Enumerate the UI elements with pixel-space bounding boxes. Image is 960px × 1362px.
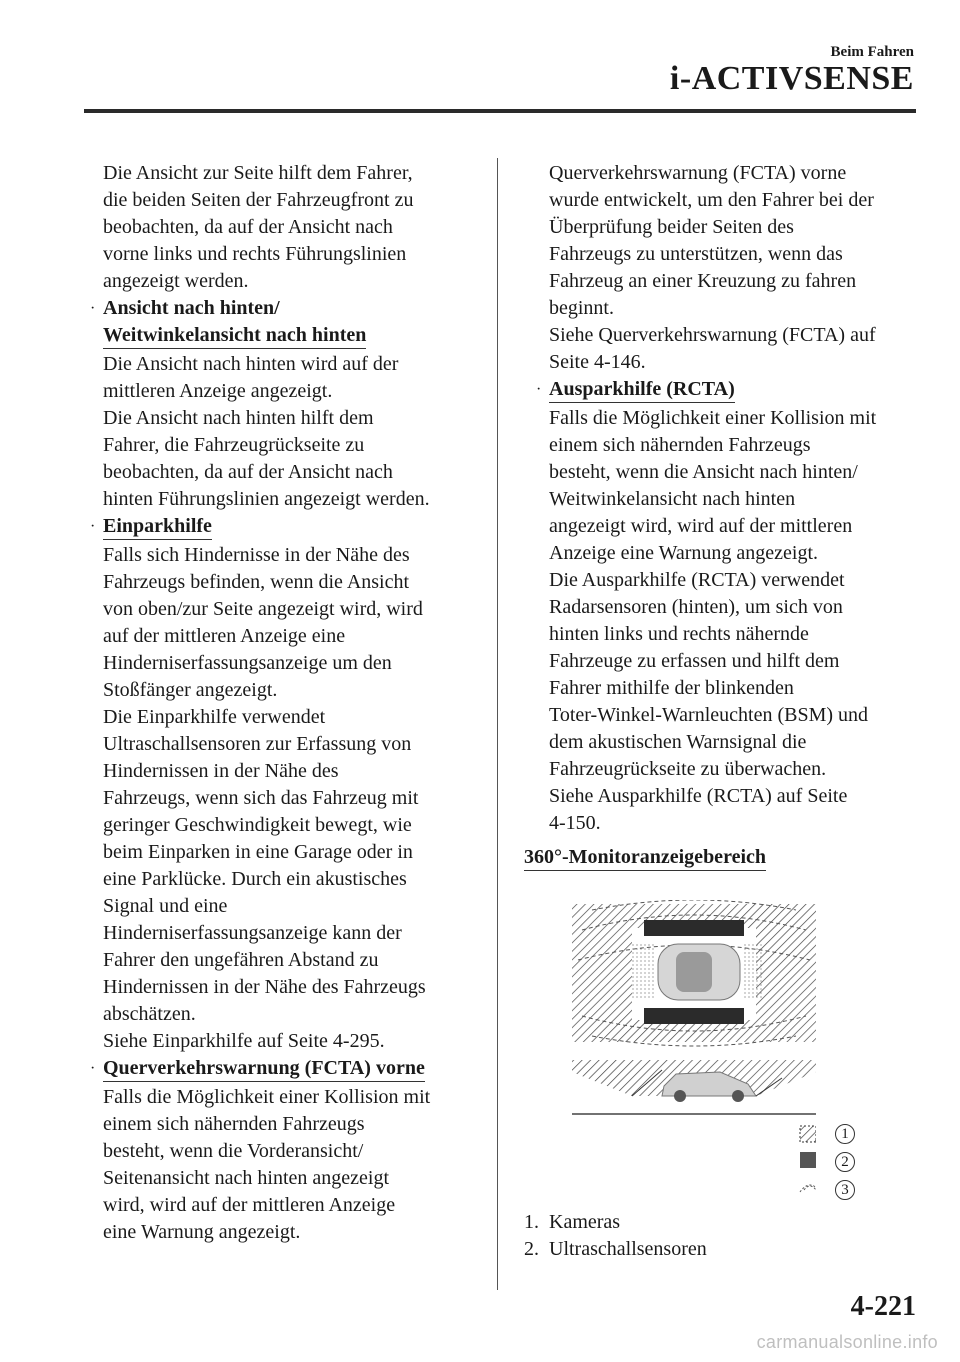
text-line: Hindernissen in der Nähe des Fahrzeugs <box>103 976 426 998</box>
side-view <box>572 1060 816 1114</box>
text-line: angezeigt wird, wird auf der mittleren <box>549 515 853 537</box>
legend-number: 2 <box>835 1152 855 1172</box>
text-line: abschätzen. <box>103 1003 196 1025</box>
text-line: einem sich nähernden Fahrzeugs <box>549 434 811 456</box>
text-line: Falls die Möglichkeit einer Kollision mit <box>549 407 877 429</box>
item-rcta <box>536 376 929 837</box>
text-line: von oben/zur Seite angezeigt wird, wird <box>103 598 423 620</box>
text-line: Die Ansicht zur Seite hilft dem Fahrer, <box>103 162 413 184</box>
bullet-icon: · <box>90 300 96 317</box>
legend-radar-swatch <box>800 1185 816 1192</box>
text-line: Stoßfänger angezeigt. <box>103 679 278 701</box>
text-line: Hinderniserfassungsanzeige um den <box>103 652 392 674</box>
legend-sensor-swatch <box>800 1152 816 1168</box>
text-line: Fahrer, die Fahrzeugrückseite zu <box>103 434 365 456</box>
text-line: Ultraschallsensoren zur Erfassung von <box>103 733 412 755</box>
text-line: Die Ansicht nach hinten hilft dem <box>103 407 374 429</box>
text-line: Fahrzeugs, wenn sich das Fahrzeug mit <box>103 787 419 809</box>
right-column <box>536 160 929 837</box>
text-line: Falls sich Hindernisse in der Nähe des <box>103 544 410 566</box>
text-line: geringer Geschwindigkeit bewegt, wie <box>103 814 412 836</box>
caption-text: Kameras <box>549 1211 621 1233</box>
text-line: beginnt. <box>549 297 614 319</box>
text-line: auf der mittleren Anzeige eine <box>103 625 346 647</box>
caption-number: 1. <box>524 1211 539 1233</box>
text-line: 4-150. <box>549 812 601 834</box>
section-name: Beim Fahren <box>830 44 914 60</box>
text-line: Fahrzeugs zu unterstützen, wenn das <box>549 243 843 265</box>
text-line: wurde entwickelt, um den Fahrer bei der <box>549 189 874 211</box>
bullet-icon: · <box>90 518 96 535</box>
bullet-icon: · <box>536 381 542 398</box>
monitor-range-diagram <box>572 900 816 1200</box>
text-line: einem sich nähernden Fahrzeugs <box>103 1113 365 1135</box>
text-line: dem akustischen Warnsignal die <box>549 731 807 753</box>
item-title: Ausparkhilfe (RCTA) <box>549 377 735 403</box>
caption-text: Ultraschallsensoren <box>549 1238 707 1260</box>
text-line: Die Einparkhilfe verwendet <box>103 706 326 728</box>
text-line: Fahrzeugrückseite zu überwachen. <box>549 758 827 780</box>
text-line: beim Einparken in eine Garage oder in <box>103 841 413 863</box>
text-line: Fahrer mithilfe der blinkenden <box>549 677 794 699</box>
text-line: Fahrzeugs befinden, wenn die Ansicht <box>103 571 410 593</box>
legend <box>800 1126 816 1192</box>
chapter-title: i-ACTIVSENSE <box>669 60 914 97</box>
left-column <box>90 160 483 1246</box>
bullet-icon: · <box>90 1060 96 1077</box>
caption-item <box>524 1236 707 1263</box>
text-line: besteht, wenn die Vorderansicht/ <box>103 1140 364 1162</box>
section-heading: 360°-Monitoranzeigebereich <box>524 844 766 871</box>
text-line: Seite 4-146. <box>549 351 646 373</box>
text-line: Fahrer den ungefähren Abstand zu <box>103 949 379 971</box>
text-line: mittleren Anzeige angezeigt. <box>103 380 333 402</box>
watermark: carmanualsonline.info <box>756 1332 938 1352</box>
text-line: Falls die Möglichkeit einer Kollision mit <box>103 1086 431 1108</box>
text-line: Anzeige eine Warnung angezeigt. <box>549 542 819 564</box>
text-line: Fahrzeug an einer Kreuzung zu fahren <box>549 270 857 292</box>
text-line: Weitwinkelansicht nach hinten <box>549 488 796 510</box>
text-line: Siehe Einparkhilfe auf Seite 4-295. <box>103 1030 385 1052</box>
text-line: eine Parklücke. Durch ein akustisches <box>103 868 407 890</box>
text-line: beobachten, da auf der Ansicht nach <box>103 461 393 483</box>
text-line: Seitenansicht nach hinten angezeigt <box>103 1167 390 1189</box>
caption-item <box>524 1209 620 1236</box>
text-line: Hindernissen in der Nähe des <box>103 760 339 782</box>
caption-number: 2. <box>524 1238 539 1260</box>
text-line: die beiden Seiten der Fahrzeugfront zu <box>103 189 414 211</box>
text-line: hinten links und rechts nähernde <box>549 623 809 645</box>
item-fcta <box>90 1055 483 1246</box>
item-title: Querverkehrswarnung (FCTA) vorne <box>103 1056 425 1082</box>
text-line: Signal und eine <box>103 895 228 917</box>
item-parking-sensor <box>90 513 483 1055</box>
text-line: wird, wird auf der mittleren Anzeige <box>103 1194 396 1216</box>
item-title: Einparkhilfe <box>103 514 212 540</box>
text-line: Radarsensoren (hinten), um sich von <box>549 596 843 618</box>
fcta-continued <box>549 160 929 376</box>
text-line: Die Ansicht nach hinten wird auf der <box>103 353 399 375</box>
text-line: Fahrzeuge zu erfassen und hilft dem <box>549 650 840 672</box>
item-title: Ansicht nach hinten/ <box>103 297 280 319</box>
text-line: beobachten, da auf der Ansicht nach <box>103 216 393 238</box>
text-line: Siehe Querverkehrswarnung (FCTA) auf <box>549 324 876 346</box>
text-line: Querverkehrswarnung (FCTA) vorne <box>549 162 847 184</box>
text-line: angezeigt werden. <box>103 270 249 292</box>
text-line: Überprüfung beider Seiten des <box>549 216 794 238</box>
text-line: Hinderniserfassungsanzeige kann der <box>103 922 402 944</box>
text-line: Die Ausparkhilfe (RCTA) verwendet <box>549 569 845 591</box>
top-view <box>572 900 816 1046</box>
legend-number: 1 <box>835 1124 855 1144</box>
intro-paragraph <box>103 160 483 295</box>
legend-camera-swatch <box>800 1126 816 1142</box>
column-divider <box>497 158 498 1290</box>
text-line: eine Warnung angezeigt. <box>103 1221 301 1243</box>
text-line: Toter-Winkel-Warnleuchten (BSM) und <box>549 704 869 726</box>
text-line: besteht, wenn die Ansicht nach hinten/ <box>549 461 858 483</box>
item-rear-view <box>90 295 483 513</box>
header-rule <box>84 109 916 113</box>
item-title: Weitwinkelansicht nach hinten <box>103 323 366 349</box>
legend-number: 3 <box>835 1180 855 1200</box>
page-number: 4-221 <box>850 1291 916 1322</box>
text-line: hinten Führungslinien angezeigt werden. <box>103 488 430 510</box>
text-line: Siehe Ausparkhilfe (RCTA) auf Seite <box>549 785 848 807</box>
text-line: vorne links und rechts Führungslinien <box>103 243 407 265</box>
